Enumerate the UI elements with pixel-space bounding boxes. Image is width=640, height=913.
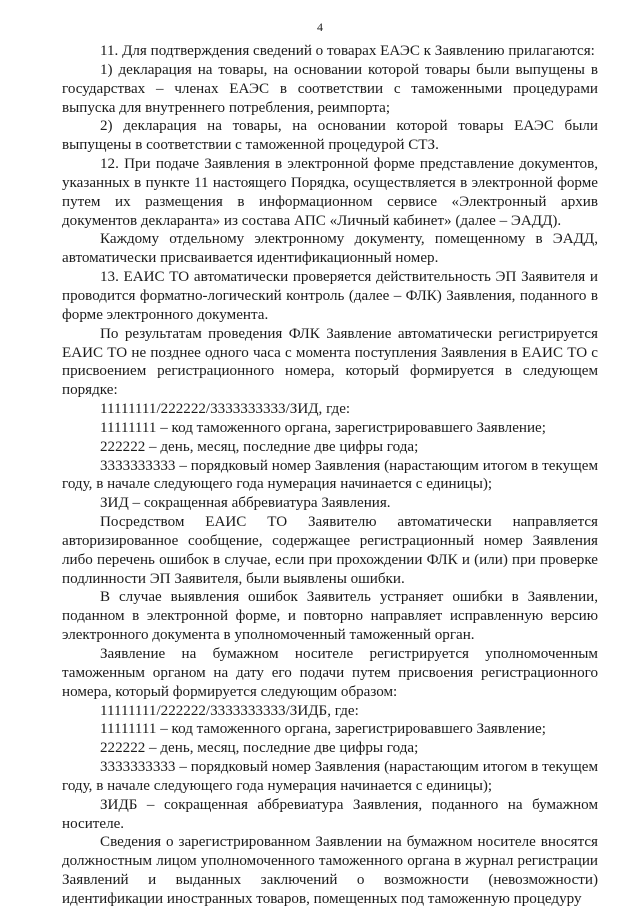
paragraph-paper-registration: Заявление на бумажном носителе регистрируется уполномоченным таможенным органом на дату его подачи путем присвоения регистрационного номера, который формируется следующим образом: <box>62 646 598 700</box>
format-part-customs-code: 11111111 – код таможенного органа, зарегистрировавшего Заявление; <box>100 419 546 436</box>
format-part-customs-code-paper: 11111111 – код таможенного органа, зарегистрировавшего Заявление; <box>100 721 546 738</box>
paragraph-11-intro: 11. Для подтверждения сведений о товарах ЕАЭС к Заявлению прилагаются: <box>100 43 595 59</box>
paragraph-error-correction: В случае выявления ошибок Заявитель устраняет ошибки в Заявлении, поданном в электронной форме, и повторно направляет исправленную версию электронного документа в уполномоченный таможенный орган. <box>62 589 598 644</box>
paragraph-11-item-2: 2) декларация на товары, на основании которой товары ЕАЭС были выпущены в соответствии с таможенной процедурой СТЗ. <box>62 118 598 154</box>
page-number: 4 <box>317 20 323 34</box>
paragraph-12: 12. При подаче Заявления в электронной форме представление документов, указанных в пункте 11 настоящего Порядка, осуществляется в электронной форме путем их размещения в информационном сервисе «Электронный архив документов декларанта» из состава АПС «Личный кабинет» (далее – ЭАДД). <box>62 156 598 229</box>
format-part-sequence-number: 3333333333 – порядковый номер Заявления (нарастающим итогом в текущем году, в начале следующего года нумерация начинается с единицы); <box>62 457 598 493</box>
paragraph-flk-registration: По результатам проведения ФЛК Заявление автоматически регистрируется ЕАИС ТО не позднее одного часа с момента поступления Заявления в ЕАИС ТО с присвоением регистрационного номера, который формируется в следующем порядке: <box>62 325 598 399</box>
registration-format-paper: 11111111/222222/3333333333/ЗИДБ, где: <box>100 702 359 719</box>
paragraph-11-item-1: 1) декларация на товары, на основании которой товары были выпущены в государствах – членах ЕАЭС в соответствии с таможенными процедурами выпуска для внутреннего потребления, реимпорта; <box>62 61 598 116</box>
paragraph-13: 13. ЕАИС ТО автоматически проверяется действительность ЭП Заявителя и проводится форматно-логический контроль (далее – ФЛК) Заявления, поданного в форме электронного документа. <box>62 269 598 323</box>
paragraph-auto-message: Посредством ЕАИС ТО Заявителю автоматически направляется авторизированное сообщение, содержащее регистрационный номер Заявления либо перечень ошибок в случае, если при прохождении ФЛК и (или) при проверке подлинности ЭП Заявителя, были выявлены ошибки. <box>62 514 598 587</box>
registration-format-electronic: 11111111/222222/3333333333/ЗИД, где: <box>100 401 351 418</box>
format-part-date: 222222 – день, месяц, последние две цифры года; <box>100 438 419 455</box>
paragraph-12-id-number: Каждому отдельному электронному документу, помещенному в ЭАДД, автоматически присваивается идентификационный номер. <box>62 231 598 267</box>
format-part-zidb: ЗИДБ – сокращенная аббревиатура Заявления, поданного на бумажном носителе. <box>62 796 598 832</box>
paragraph-journal-entry: Сведения о зарегистрированном Заявлении на бумажном носителе вносятся должностным лицом уполномоченного таможенного органа в журнал регистрации Заявлений и выданных заключений о возможности (невозможности) идентификации иностранных товаров, помещенных под таможенную процедуру <box>62 834 598 907</box>
format-part-date-paper: 222222 – день, месяц, последние две цифры года; <box>100 740 419 757</box>
format-part-zid: ЗИД – сокращенная аббревиатура Заявления. <box>100 495 391 512</box>
format-part-sequence-number-paper: 3333333333 – порядковый номер Заявления (нарастающим итогом в текущем году, в начале следующего года нумерация начинается с единицы); <box>62 759 598 794</box>
document-body <box>62 42 598 909</box>
